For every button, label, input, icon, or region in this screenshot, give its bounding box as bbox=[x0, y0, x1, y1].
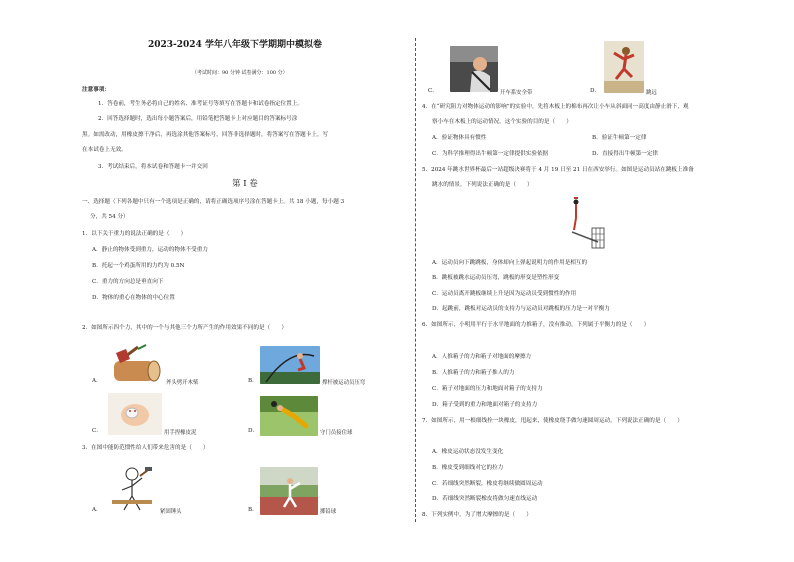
option-caption: 用手捏橡皮泥 bbox=[164, 430, 197, 436]
question-1-stem: 1．以下关于重力的说法正确的是（ ） bbox=[82, 231, 187, 237]
question-7-option: A．橡皮运动状态没发生变化 bbox=[432, 449, 504, 455]
question-6-option: D．箱子受到的重力和地面对箱子的支持力 bbox=[432, 402, 538, 408]
axe-log-image bbox=[108, 343, 164, 385]
option-label: B． bbox=[248, 507, 258, 513]
option-label: C． bbox=[92, 428, 102, 434]
long-jump-image bbox=[604, 41, 644, 93]
question-5-option: B．跳板被跳水运动员压弯，跳板的形变是塑性形变 bbox=[432, 275, 560, 281]
section-intro: 分，共 54 分） bbox=[90, 214, 129, 220]
option-caption: 斧头劈开木柴 bbox=[166, 380, 199, 386]
question-7-option: C．若细线突然断裂，橡皮将继续做圆周运动 bbox=[432, 481, 543, 487]
question-4-stem: 4．在“研究阻力对物体运动的影响”的实验中，先将木板上的棉布再次让小车从斜面同一高度由静止滑下，观 bbox=[422, 104, 689, 110]
question-7-option: D．若细线突然断裂橡皮将做匀速直线运动 bbox=[432, 496, 538, 502]
notes-heading: 注意事项： bbox=[82, 87, 110, 93]
question-5-option: C．运动员离开跳板继续上升是因为运动员受到惯性的作用 bbox=[432, 291, 577, 297]
note-line: 黑。如需改动，用橡皮擦干净后，再选涂其他答案标号。回答非选择题时，将答案写在答题卡上。写 bbox=[82, 132, 329, 138]
exam-meta: （考试时间：90 分钟 试卷满分：100 分） bbox=[192, 70, 288, 76]
question-7-stem: 7．如图所示，用一根细线拴一块橡皮，甩起来，使橡皮绕手做匀速圆周运动。下列说法正确的是（ ） bbox=[422, 418, 683, 424]
shot-put-image bbox=[260, 467, 318, 515]
option-label: B． bbox=[248, 378, 258, 384]
question-6-option: C．箱子对地面的压力和地面对箱子的支持力 bbox=[432, 386, 543, 392]
question-8-stem: 8．下列实例中，为了增大摩擦的是（ ） bbox=[422, 512, 532, 518]
diving-board-image bbox=[568, 196, 608, 250]
page-title: 2023-2024 学年八年级下学期期中模拟卷 bbox=[148, 40, 322, 50]
goalkeeper-image bbox=[260, 396, 318, 436]
note-line: 2．回答选择题时，选出每小题答案后，用铅笔把答题卡上对应题目的答案标号涂 bbox=[98, 116, 298, 122]
option-caption: 紧固锤头 bbox=[160, 509, 182, 515]
option-label: C． bbox=[428, 88, 438, 94]
question-5-option: A．运动员向下跳跳板，身体却向上弹起说明力的作用是相互的 bbox=[432, 260, 588, 266]
note-line: 3．考试结束后，将本试卷和答题卡一并交回 bbox=[98, 164, 208, 170]
question-1-option: C．重力的方向总是垂直向下 bbox=[92, 279, 164, 285]
question-2-stem: 2．如图所示四个力，其中的一个与其他三个力所产生的作用效果不同的是（ ） bbox=[82, 325, 287, 331]
seatbelt-image bbox=[450, 46, 498, 92]
note-line: 在本试卷上无效。 bbox=[82, 147, 127, 153]
question-4-stem: 察小车在木板上的运动情况，这个实验的目的是（ ） bbox=[432, 119, 572, 125]
question-1-option: D．物体的重心在物体的中心位置 bbox=[92, 295, 175, 301]
note-line: 1．答卷前，考生务必将自己的姓名、准考证号等填写在答题卡和试卷指定位置上。 bbox=[98, 101, 303, 107]
question-4-option: C．为科学推理得出牛顿第一定律提供实验依据 bbox=[432, 151, 549, 157]
question-4-option: B．验证牛顿第一定律 bbox=[592, 135, 647, 141]
option-caption: 守门员接住球 bbox=[320, 430, 353, 436]
question-6-option: B．人推箱子的力和箱子推人的力 bbox=[432, 370, 515, 376]
question-6-stem: 6．如图所示，小明用平行于水平地面的力推箱子，没有推动。下列属于平衡力的是（ ） bbox=[422, 322, 650, 328]
option-label: A． bbox=[92, 378, 102, 384]
clay-hand-image bbox=[108, 393, 162, 435]
question-5-option: D．起跳前，跳板对运动员的支持力与运动员对跳板的压力是一对平衡力 bbox=[432, 306, 610, 312]
question-3-stem: 3．在图中能防范惯性给人们带来危害的是（ ） bbox=[82, 445, 209, 451]
hammer-image bbox=[110, 464, 154, 514]
section-title: 第 I 卷 bbox=[232, 179, 258, 189]
option-label: A． bbox=[92, 507, 102, 513]
section-intro: 一、选择题（下列各题中只有一个选项是正确的，请将正确选项序号涂在答题卡上。共 18 小题，每小题 3 bbox=[82, 199, 345, 205]
question-4-option: A．验证物体具有惯性 bbox=[432, 135, 487, 141]
question-5-stem: 5．2024 年跳水世界杯最后一站超级决赛将于 4 月 19 日至 21 日在西安举行。如图是运动员站在跳板上准备 bbox=[422, 167, 694, 173]
option-caption: 掷铅球 bbox=[320, 509, 337, 515]
question-7-option: B．橡皮受到细线对它的拉力 bbox=[432, 465, 504, 471]
pole-vault-image bbox=[260, 346, 320, 384]
option-caption: 开车系安全带 bbox=[500, 90, 533, 96]
option-label: D． bbox=[590, 88, 601, 94]
question-5-stem: 跳水的情景。下列说法正确的是（ ） bbox=[432, 182, 533, 188]
option-label: D． bbox=[248, 428, 259, 434]
question-1-option: B．托起一个鸡蛋所用的力约为 0.5N bbox=[92, 263, 185, 269]
column-divider bbox=[415, 38, 416, 522]
option-caption: 跳远 bbox=[646, 90, 657, 96]
question-4-option: D．直接得出牛顿第一定律 bbox=[592, 151, 659, 157]
right-column bbox=[422, 0, 766, 562]
left-column bbox=[82, 0, 400, 562]
question-1-option: A．静止的物体受到重力，运动的物体不受重力 bbox=[92, 247, 208, 253]
option-caption: 撑杆被运动员压弯 bbox=[322, 380, 366, 386]
question-6-option: A．人推箱子的力和箱子对地面的摩擦力 bbox=[432, 354, 532, 360]
